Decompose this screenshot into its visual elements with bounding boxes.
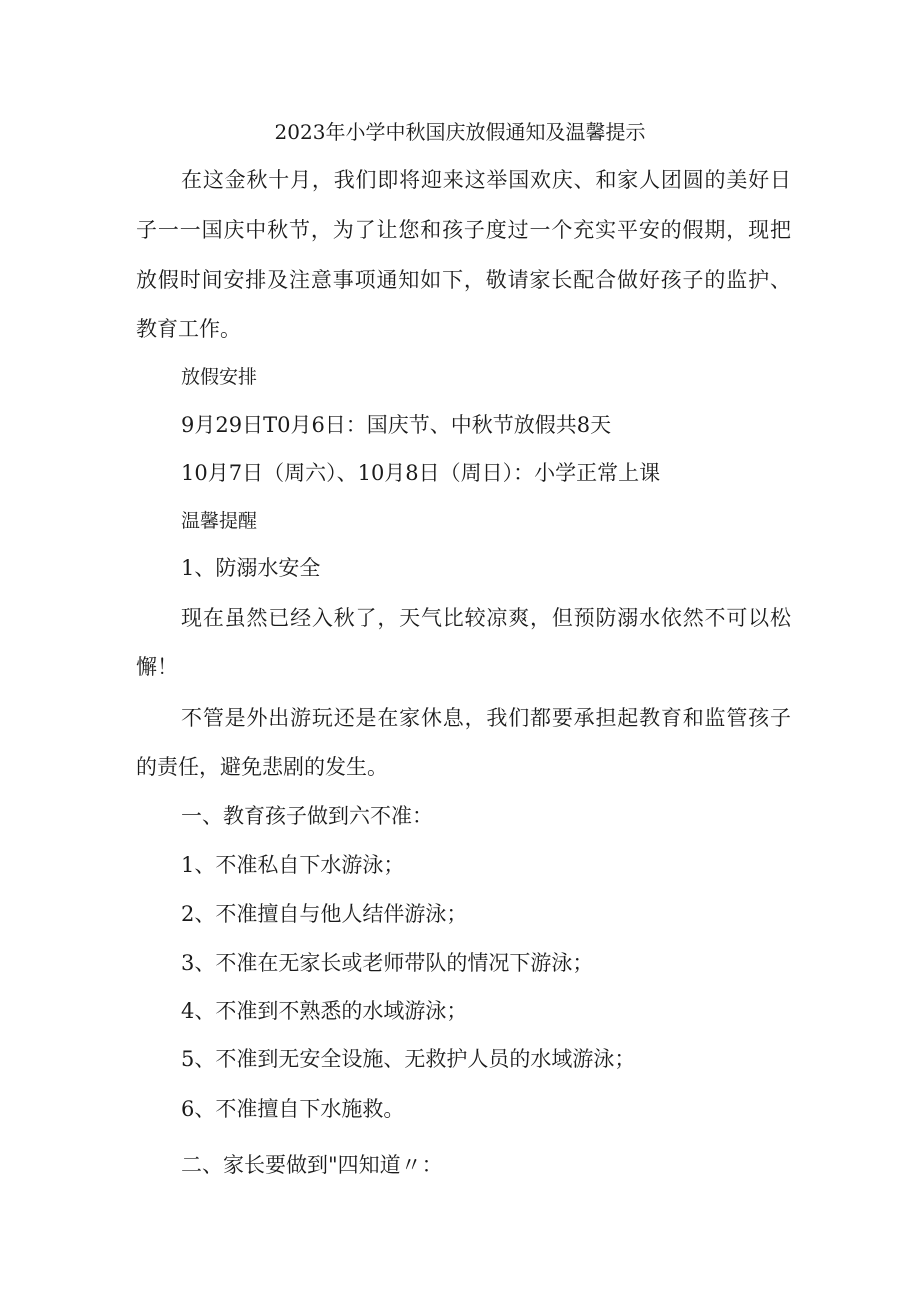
document-title: 2023年小学中秋国庆放假通知及温馨提示 (274, 120, 646, 144)
intro-line-4: 教育工作。 (136, 317, 241, 341)
parents-heading: 二、家长要做到"四知道〃： (181, 1153, 443, 1177)
schedule-item-2: 10月7日（周六）、10月8日（周日）：小学正常上课 (181, 461, 661, 485)
para1-line-2: 懈！ (136, 655, 178, 679)
schedule-item-1: 9月29日T0月6日：国庆节、中秋节放假共8天 (181, 413, 612, 437)
intro-line-1: 在这金秋十月，我们即将迎来这举国欢庆、和家人团圆的美好日 (181, 168, 791, 192)
rule-item-1: 1、不准私自下水游泳； (181, 853, 405, 877)
intro-line-3: 放假时间安排及注意事项通知如下，敬请家长配合做好孩子的监护、 (136, 268, 791, 292)
reminder-heading: 温馨提醒 (181, 510, 258, 532)
rule-item-3: 3、不准在无家长或老师带队的情况下游泳； (181, 951, 594, 975)
para2-line-1: 不管是外出游玩还是在家休息，我们都要承担起教育和监管孩子 (181, 706, 791, 730)
para1-line-1: 现在虽然已经入秋了，天气比较凉爽，但预防溺水依然不可以松 (181, 606, 791, 630)
schedule-heading: 放假安排 (181, 366, 258, 388)
intro-line-2: 子一一国庆中秋节，为了让您和孩子度过一个充实平安的假期，现把 (136, 218, 791, 242)
rule-item-5: 5、不准到无安全设施、无救护人员的水域游泳； (181, 1047, 636, 1071)
reminder-subheading: 1、防溺水安全 (181, 556, 321, 580)
para2-line-2: 的责任，避免悲剧的发生。 (136, 755, 388, 779)
six-rules-heading: 一、教育孩子做到六不准： (181, 804, 433, 828)
rule-item-4: 4、不准到不熟悉的水域游泳； (181, 999, 468, 1023)
rule-item-6: 6、不准擅自下水施救。 (181, 1097, 405, 1121)
rule-item-2: 2、不准擅自与他人结伴游泳； (181, 902, 468, 926)
